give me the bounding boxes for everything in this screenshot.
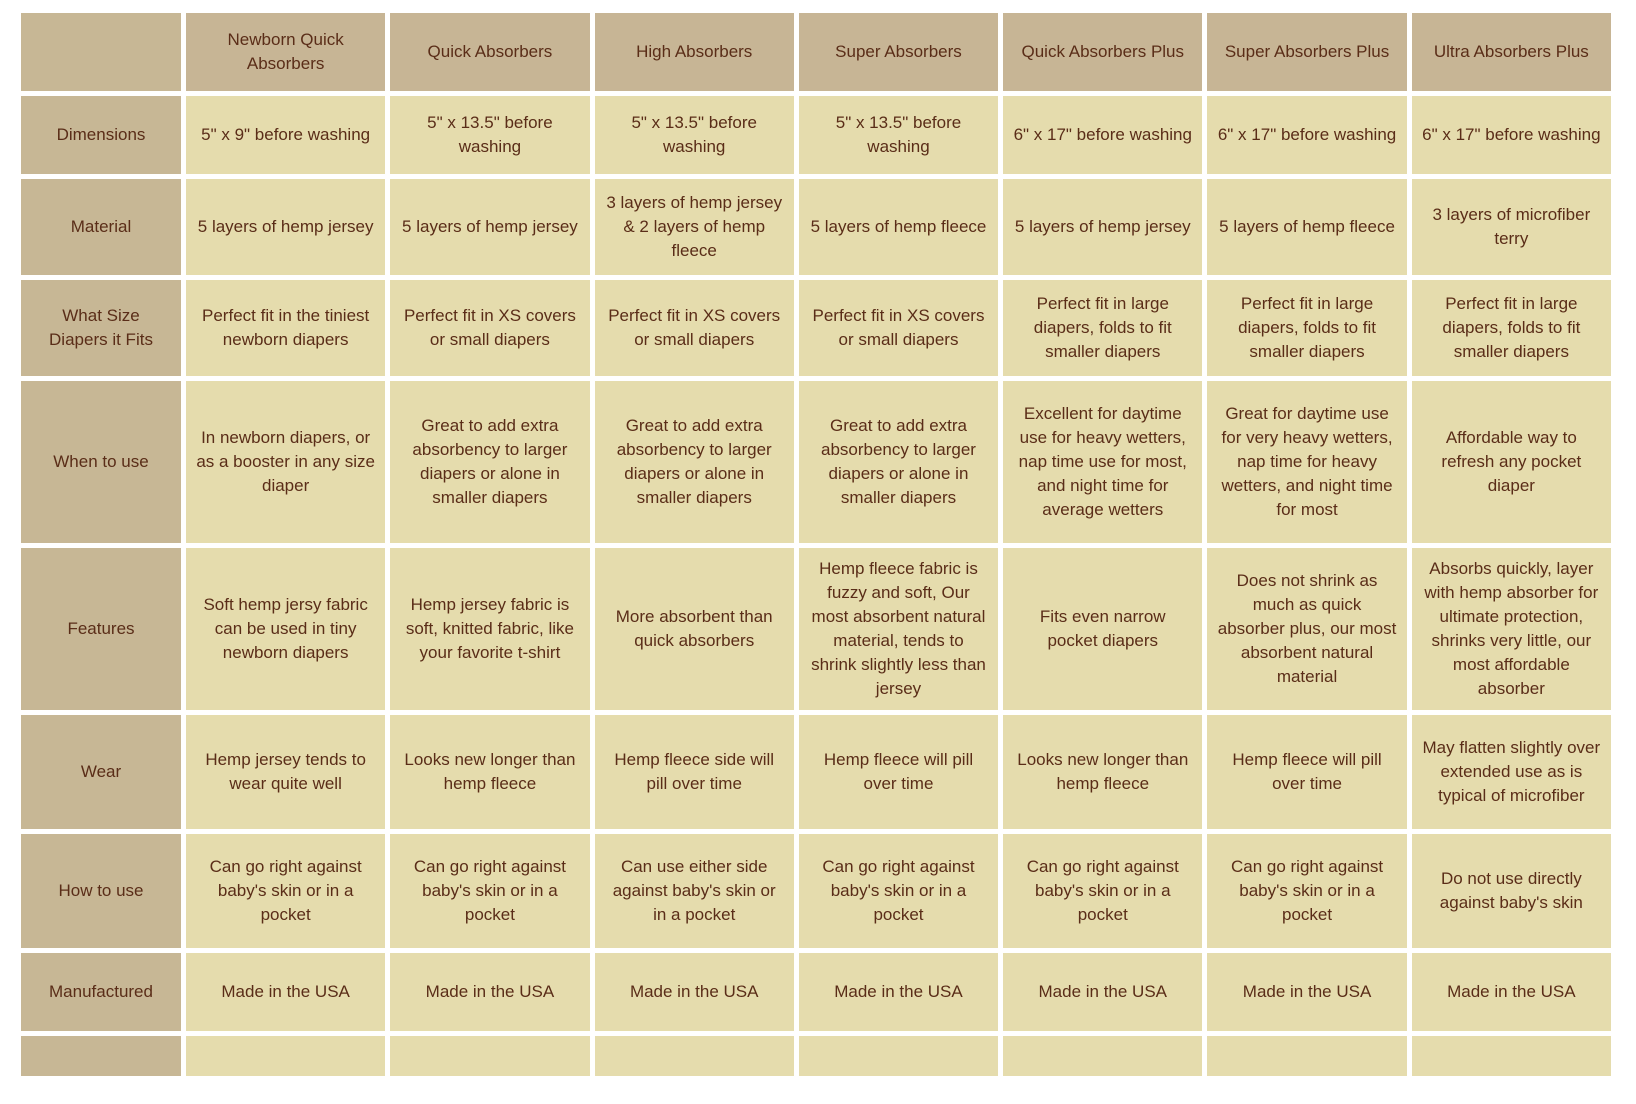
cell-material-high-absorbers: 3 layers of hemp jersey & 2 layers of hemp fleece [595,179,794,275]
cell-wear-ultra-absorbers-plus: May flatten slightly over extended use as is typical of microfiber [1412,715,1611,829]
cell-partial-super-absorbers-plus [1207,1036,1406,1076]
cell-wear-newborn-quick-absorbers: Hemp jersey tends to wear quite well [186,715,385,829]
cell-when-high-absorbers: Great to add extra absorbency to larger diapers or alone in smaller diapers [595,381,794,543]
row-header-dimensions: Dimensions [21,96,181,174]
cell-when-quick-absorbers-plus: Excellent for daytime use for heavy wetters, nap time use for most, and night time for average wetters [1003,381,1202,543]
row-header-when-to-use: When to use [21,381,181,543]
cell-how-high-absorbers: Can use either side against baby's skin or in a pocket [595,834,794,948]
cell-how-quick-absorbers: Can go right against baby's skin or in a pocket [390,834,589,948]
column-header-ultra-absorbers-plus: Ultra Absorbers Plus [1412,13,1611,91]
cell-fits-super-absorbers: Perfect fit in XS covers or small diapers [799,280,998,376]
cell-when-super-absorbers-plus: Great for daytime use for very heavy wetters, nap time for heavy wetters, and night time for most [1207,381,1406,543]
cell-fits-high-absorbers: Perfect fit in XS covers or small diapers [595,280,794,376]
cell-partial-quick-absorbers-plus [1003,1036,1202,1076]
table-row [21,548,1611,710]
cell-fits-ultra-absorbers-plus: Perfect fit in large diapers, folds to fit smaller diapers [1412,280,1611,376]
cell-partial-high-absorbers [595,1036,794,1076]
cell-manufactured-ultra-absorbers-plus: Made in the USA [1412,953,1611,1031]
cell-features-quick-absorbers-plus: Fits even narrow pocket diapers [1003,548,1202,710]
cell-wear-super-absorbers-plus: Hemp fleece will pill over time [1207,715,1406,829]
row-header-material: Material [21,179,181,275]
cell-when-newborn-quick-absorbers: In newborn diapers, or as a booster in any size diaper [186,381,385,543]
cell-dimensions-high-absorbers: 5" x 13.5" before washing [595,96,794,174]
column-header-super-absorbers-plus: Super Absorbers Plus [1207,13,1406,91]
table-row [21,1036,1611,1076]
cell-partial-newborn-quick-absorbers [186,1036,385,1076]
row-header-partial [21,1036,181,1076]
cell-wear-high-absorbers: Hemp fleece side will pill over time [595,715,794,829]
table-body [21,96,1611,1076]
cell-partial-quick-absorbers [390,1036,589,1076]
cell-how-newborn-quick-absorbers: Can go right against baby's skin or in a pocket [186,834,385,948]
cell-how-super-absorbers-plus: Can go right against baby's skin or in a pocket [1207,834,1406,948]
cell-features-ultra-absorbers-plus: Absorbs quickly, layer with hemp absorber for ultimate protection, shrinks very little, our most affordable absorber [1412,548,1611,710]
table-header-row [21,13,1611,91]
column-header-quick-absorbers-plus: Quick Absorbers Plus [1003,13,1202,91]
cell-manufactured-newborn-quick-absorbers: Made in the USA [186,953,385,1031]
cell-fits-quick-absorbers-plus: Perfect fit in large diapers, folds to fit smaller diapers [1003,280,1202,376]
cell-how-quick-absorbers-plus: Can go right against baby's skin or in a pocket [1003,834,1202,948]
table-corner-cell [21,13,181,91]
table-row [21,280,1611,376]
cell-features-super-absorbers-plus: Does not shrink as much as quick absorber plus, our most absorbent natural material [1207,548,1406,710]
absorbers-comparison-table [16,8,1616,1081]
cell-features-high-absorbers: More absorbent than quick absorbers [595,548,794,710]
column-header-super-absorbers: Super Absorbers [799,13,998,91]
cell-dimensions-super-absorbers: 5" x 13.5" before washing [799,96,998,174]
table-header [21,13,1611,91]
cell-how-super-absorbers: Can go right against baby's skin or in a pocket [799,834,998,948]
cell-material-quick-absorbers-plus: 5 layers of hemp jersey [1003,179,1202,275]
cell-material-quick-absorbers: 5 layers of hemp jersey [390,179,589,275]
row-header-what-size-diapers-it-fits: What Size Diapers it Fits [21,280,181,376]
cell-when-super-absorbers: Great to add extra absorbency to larger diapers or alone in smaller diapers [799,381,998,543]
cell-dimensions-quick-absorbers: 5" x 13.5" before washing [390,96,589,174]
cell-material-super-absorbers-plus: 5 layers of hemp fleece [1207,179,1406,275]
cell-material-newborn-quick-absorbers: 5 layers of hemp jersey [186,179,385,275]
cell-when-ultra-absorbers-plus: Affordable way to refresh any pocket diaper [1412,381,1611,543]
cell-features-quick-absorbers: Hemp jersey fabric is soft, knitted fabric, like your favorite t-shirt [390,548,589,710]
row-header-wear: Wear [21,715,181,829]
cell-partial-ultra-absorbers-plus [1412,1036,1611,1076]
table-row [21,834,1611,948]
cell-fits-super-absorbers-plus: Perfect fit in large diapers, folds to fit smaller diapers [1207,280,1406,376]
table-row [21,381,1611,543]
cell-manufactured-quick-absorbers-plus: Made in the USA [1003,953,1202,1031]
table-row [21,953,1611,1031]
table-row [21,179,1611,275]
cell-dimensions-newborn-quick-absorbers: 5" x 9" before washing [186,96,385,174]
row-header-manufactured: Manufactured [21,953,181,1031]
cell-manufactured-super-absorbers: Made in the USA [799,953,998,1031]
cell-manufactured-super-absorbers-plus: Made in the USA [1207,953,1406,1031]
table-row [21,715,1611,829]
cell-dimensions-super-absorbers-plus: 6" x 17" before washing [1207,96,1406,174]
cell-fits-quick-absorbers: Perfect fit in XS covers or small diapers [390,280,589,376]
cell-wear-super-absorbers: Hemp fleece will pill over time [799,715,998,829]
cell-manufactured-quick-absorbers: Made in the USA [390,953,589,1031]
row-header-how-to-use: How to use [21,834,181,948]
cell-fits-newborn-quick-absorbers: Perfect fit in the tiniest newborn diapers [186,280,385,376]
cell-features-super-absorbers: Hemp fleece fabric is fuzzy and soft, Our most absorbent natural material, tends to shrink slightly less than jersey [799,548,998,710]
cell-dimensions-quick-absorbers-plus: 6" x 17" before washing [1003,96,1202,174]
table-row [21,96,1611,174]
cell-when-quick-absorbers: Great to add extra absorbency to larger diapers or alone in smaller diapers [390,381,589,543]
column-header-high-absorbers: High Absorbers [595,13,794,91]
cell-how-ultra-absorbers-plus: Do not use directly against baby's skin [1412,834,1611,948]
cell-partial-super-absorbers [799,1036,998,1076]
cell-wear-quick-absorbers: Looks new longer than hemp fleece [390,715,589,829]
cell-wear-quick-absorbers-plus: Looks new longer than hemp fleece [1003,715,1202,829]
cell-manufactured-high-absorbers: Made in the USA [595,953,794,1031]
cell-material-ultra-absorbers-plus: 3 layers of microfiber terry [1412,179,1611,275]
cell-dimensions-ultra-absorbers-plus: 6" x 17" before washing [1412,96,1611,174]
cell-material-super-absorbers: 5 layers of hemp fleece [799,179,998,275]
cell-features-newborn-quick-absorbers: Soft hemp jersy fabric can be used in tiny newborn diapers [186,548,385,710]
column-header-newborn-quick-absorbers: Newborn Quick Absorbers [186,13,385,91]
column-header-quick-absorbers: Quick Absorbers [390,13,589,91]
row-header-features: Features [21,548,181,710]
